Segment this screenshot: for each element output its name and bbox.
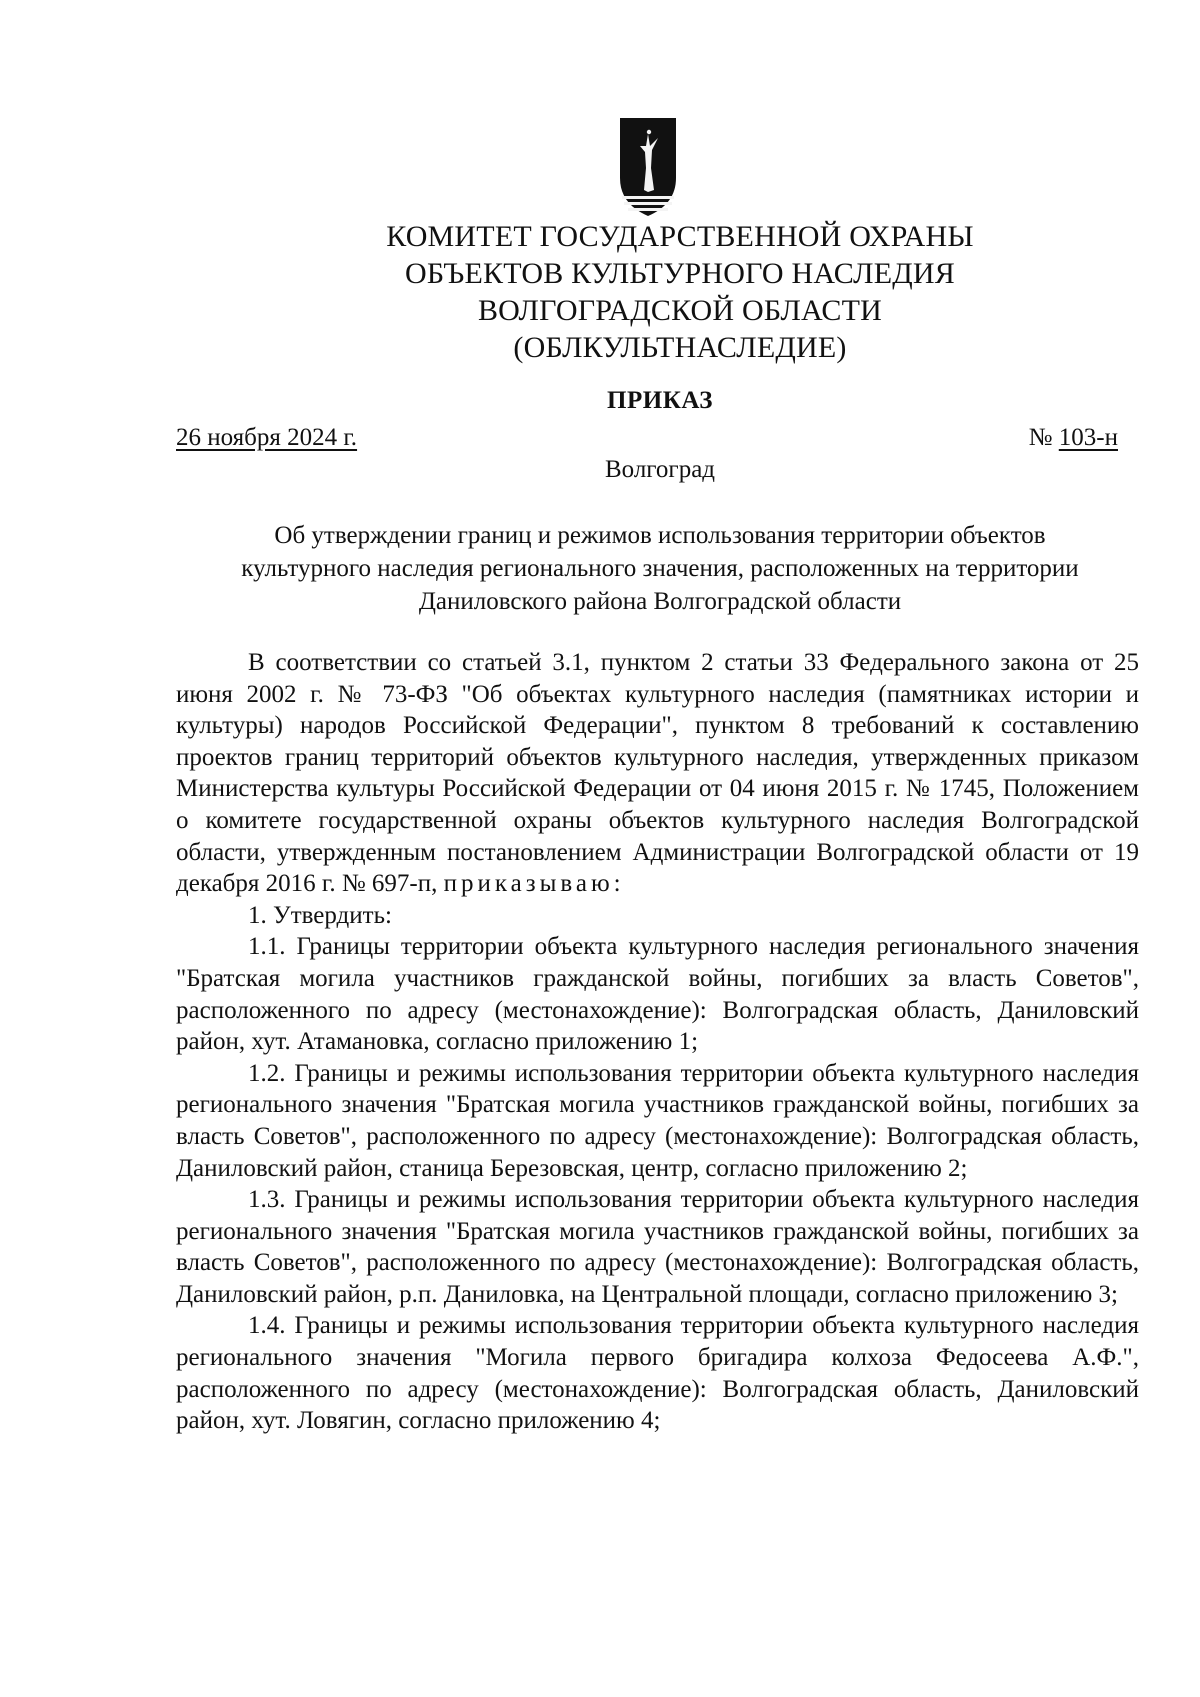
organization-line-2: ОБЪЕКТОВ КУЛЬТУРНОГО НАСЛЕДИЯ [404,257,955,290]
document-number [1029,424,1118,452]
document-body [176,647,1139,1437]
preamble-paragraph [176,647,1139,900]
organization-line-1: КОМИТЕТ ГОСУДАРСТВЕННОЙ ОХРАНЫ [386,220,974,253]
document-type: ПРИКАЗ [607,387,713,414]
decree-word: приказываю: [443,870,625,898]
subject-line-3: Даниловского района Волгоградской области [418,588,902,615]
item-1-4: 1.4. Границы и режимы использования территории объекта культурного наследия регионального значения "Могила первого бригадира колхоза Федосеева А.Ф.", расположенного по адресу (местонахождение): Волгоградская область, Даниловский район, хут. Ловягин, согласно приложению 4; [176,1312,1139,1435]
number-value: 103-н [1058,424,1118,451]
subject-line-1: Об утверждении границ и режимов использования территории объектов [274,522,1046,549]
document-city: Волгоград [604,456,716,483]
document-date: 26 ноября 2024 г. [176,424,358,451]
subject-line-2: культурного наследия регионального значения, расположенных на территории [241,555,1079,582]
document-subject [160,519,1160,618]
organization-line-4: (ОБЛКУЛЬТНАСЛЕДИЕ) [513,331,847,364]
coat-of-arms-icon [618,116,678,226]
item-1: 1. Утвердить: [248,901,392,929]
item-1-2: 1.2. Границы и режимы использования территории объекта культурного наследия регионального значения "Братская могила участников гражданской войны, погибших за власть Советов", расположенного по адресу (местонахождение): Волгоградская область, Даниловский район, станица Березовская, центр, согласно приложению 2; [176,1059,1139,1182]
number-prefix: № [1028,424,1053,451]
organization-line-3: ВОЛГОГРАДСКОЙ ОБЛАСТИ [477,294,883,327]
preamble-text: В соответствии со статьей 3.1, пунктом 2 статьи 33 Федерального закона от 25 июня 2002 г. № 73-ФЗ "Об объектах культурного наследия (памятниках истории и культуры) народов Российской Федерации", пунктом 8 требований к составлению проектов границ территорий объектов культурного наследия, утвержденных приказом Министерства культуры Российской Федерации от 04 июня 2015 г. № 1745, Положением о комитете государственной охраны объектов культурного наследия Волгоградской области, утвержденным постановлением Администрации Волгоградской области от 19 декабря 2016 г. № 697-п, [176,649,1139,898]
item-1-1: 1.1. Границы территории объекта культурного наследия регионального значения "Братская могила участников гражданской войны, погибших за власть Советов", расположенного по адресу (местонахождение): Волгоградская область, Даниловский район, хут. Атамановка, согласно приложению 1; [176,933,1139,1056]
item-1-3: 1.3. Границы и режимы использования территории объекта культурного наследия регионального значения "Братская могила участников гражданской войны, погибших за власть Советов", расположенного по адресу (местонахождение): Волгоградская область, Даниловский район, р.п. Даниловка, на Центральной площади, согласно приложению 3; [176,1186,1139,1308]
organization-title [300,218,1060,366]
